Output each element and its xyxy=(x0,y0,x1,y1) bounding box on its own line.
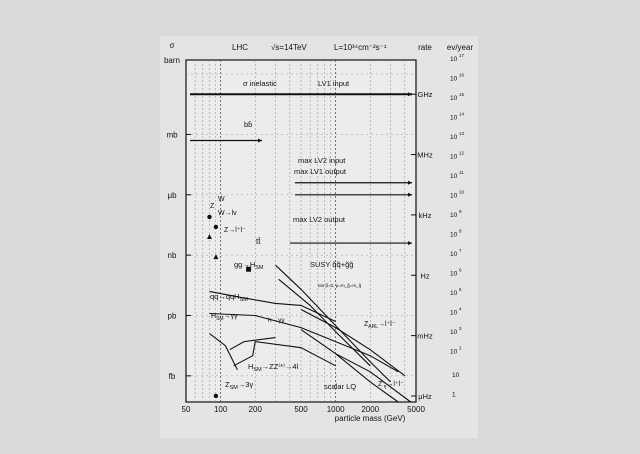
label-max-lv2-input: max LV2 input xyxy=(298,156,346,165)
events-tick-exponent: 5 xyxy=(459,287,462,292)
label-z-3gamma: $Z_{SM}\to 3\gamma$ xyxy=(225,380,254,391)
x-axis-label: particle mass (GeV) xyxy=(334,414,406,423)
events-tick-exponent: 12 xyxy=(459,150,465,156)
events-tick-exponent: 14 xyxy=(459,111,465,117)
events-tick-label: 1 xyxy=(452,391,456,399)
label-sigma-inelastic: σ inelastic xyxy=(243,79,277,88)
events-tick-exponent: 11 xyxy=(459,170,464,175)
rate-tick-label: μHz xyxy=(418,391,432,401)
x-tick-label: 2000 xyxy=(361,405,380,414)
y-tick-label: pb xyxy=(167,311,177,321)
y-tick-label: fb xyxy=(168,371,176,381)
x-tick-label: 500 xyxy=(294,405,308,414)
events-tick-exponent: 17 xyxy=(459,53,465,58)
rate-tick-label: GHz xyxy=(417,90,433,100)
events-tick-exponent: 16 xyxy=(459,72,465,78)
events-tick-exponent: 4 xyxy=(459,306,462,312)
events-header: ev/year xyxy=(446,43,474,52)
data-point xyxy=(207,215,211,219)
events-tick-label: 10 xyxy=(450,309,458,317)
rate-tick-label: kHz xyxy=(418,210,432,220)
label-max-lv1-output: max LV1 output xyxy=(294,167,346,176)
events-tick-exponent: 9 xyxy=(459,209,462,214)
label-scalar-lq: scalar LQ xyxy=(324,382,357,391)
events-tick-label: 10 xyxy=(450,153,458,161)
label-susy: SUSY q̃q̃+g̃g̃ xyxy=(310,260,354,269)
label-h-gg: $H_{SM}\to\gamma\gamma$ xyxy=(211,313,238,322)
label-lv1-input: LV1 input xyxy=(318,79,350,88)
events-tick-label: 10 xyxy=(452,372,460,379)
label-z: Z xyxy=(210,203,215,210)
label-gg-h: $gg\to H_{SM}$ xyxy=(234,260,264,271)
events-tick-label: 10 xyxy=(450,231,458,239)
events-tick-label: 10 xyxy=(450,192,458,200)
label-w: W xyxy=(218,196,225,203)
rate-tick-label: Hz xyxy=(420,271,430,281)
x-tick-label: 1000 xyxy=(326,405,345,414)
events-tick-label: 10 xyxy=(450,348,458,356)
label-qq-qqh: qq→qqH$_{SM}$ xyxy=(210,292,248,303)
label-h-zz: $H_{SM}\to ZZ^(*^)\to 4l$ xyxy=(248,362,299,373)
events-tick-label: 10 xyxy=(450,251,458,258)
events-tick-label: 10 xyxy=(450,212,458,219)
y-tick-label: nb xyxy=(167,251,177,261)
events-tick-label: 10 xyxy=(450,95,458,102)
events-tick-exponent: 2 xyxy=(459,345,462,351)
sigma-header: σ xyxy=(169,41,175,50)
events-tick-label: 10 xyxy=(450,290,458,297)
rate-tick-label: mHz xyxy=(417,331,433,341)
energy-label: √s=14TeV xyxy=(271,43,307,52)
rate-header: rate xyxy=(418,43,432,52)
label-bb: bb̄ xyxy=(244,120,253,129)
label-w-lnu: W→lν xyxy=(218,210,237,217)
data-point xyxy=(214,394,218,398)
events-tick-label: 10 xyxy=(450,134,458,141)
label-zeta: $Z'_\eta\to l^+l^-$ xyxy=(378,381,404,390)
label-h-gamma: h→γγ xyxy=(268,317,285,324)
x-tick-label: 50 xyxy=(181,405,191,414)
y-tick-label: mb xyxy=(166,130,178,140)
label-z-ll: Z→l⁺l⁻ xyxy=(224,227,246,234)
data-point xyxy=(214,225,218,229)
events-tick-exponent: 8 xyxy=(459,228,462,234)
label-max-lv2-output: max LV2 output xyxy=(293,215,345,224)
rate-tick-label: MHz xyxy=(417,150,433,160)
events-tick-exponent: 6 xyxy=(459,267,462,273)
x-tick-label: 200 xyxy=(248,405,262,414)
events-tick-exponent: 15 xyxy=(459,92,465,97)
y-tick-label: μb xyxy=(167,190,177,200)
events-tick-label: 10 xyxy=(450,270,458,278)
barn-header: barn xyxy=(163,56,181,65)
label-zarl: $Z_{ARL}\to l^+l^-$ xyxy=(364,321,396,330)
events-tick-label: 10 xyxy=(450,56,458,63)
events-tick-exponent: 7 xyxy=(459,248,462,253)
label-ttbar: tt̄ xyxy=(256,237,261,246)
label-susy-params: tan β=2, μ=m_g̃=m_q̃ xyxy=(318,283,362,288)
events-tick-label: 10 xyxy=(450,75,458,83)
x-tick-label: 5000 xyxy=(407,405,425,414)
x-tick-label: 100 xyxy=(213,405,228,414)
events-tick-exponent: 3 xyxy=(459,326,462,331)
machine-label: LHC xyxy=(232,43,249,52)
events-tick-exponent: 13 xyxy=(459,131,465,136)
luminosity-label: L=10³⁴cm⁻²s⁻¹ xyxy=(334,43,387,52)
events-tick-label: 10 xyxy=(450,114,458,122)
events-tick-label: 10 xyxy=(450,173,458,180)
events-tick-exponent: 10 xyxy=(459,189,465,195)
events-tick-label: 10 xyxy=(450,329,458,336)
plot-frame xyxy=(186,60,416,402)
